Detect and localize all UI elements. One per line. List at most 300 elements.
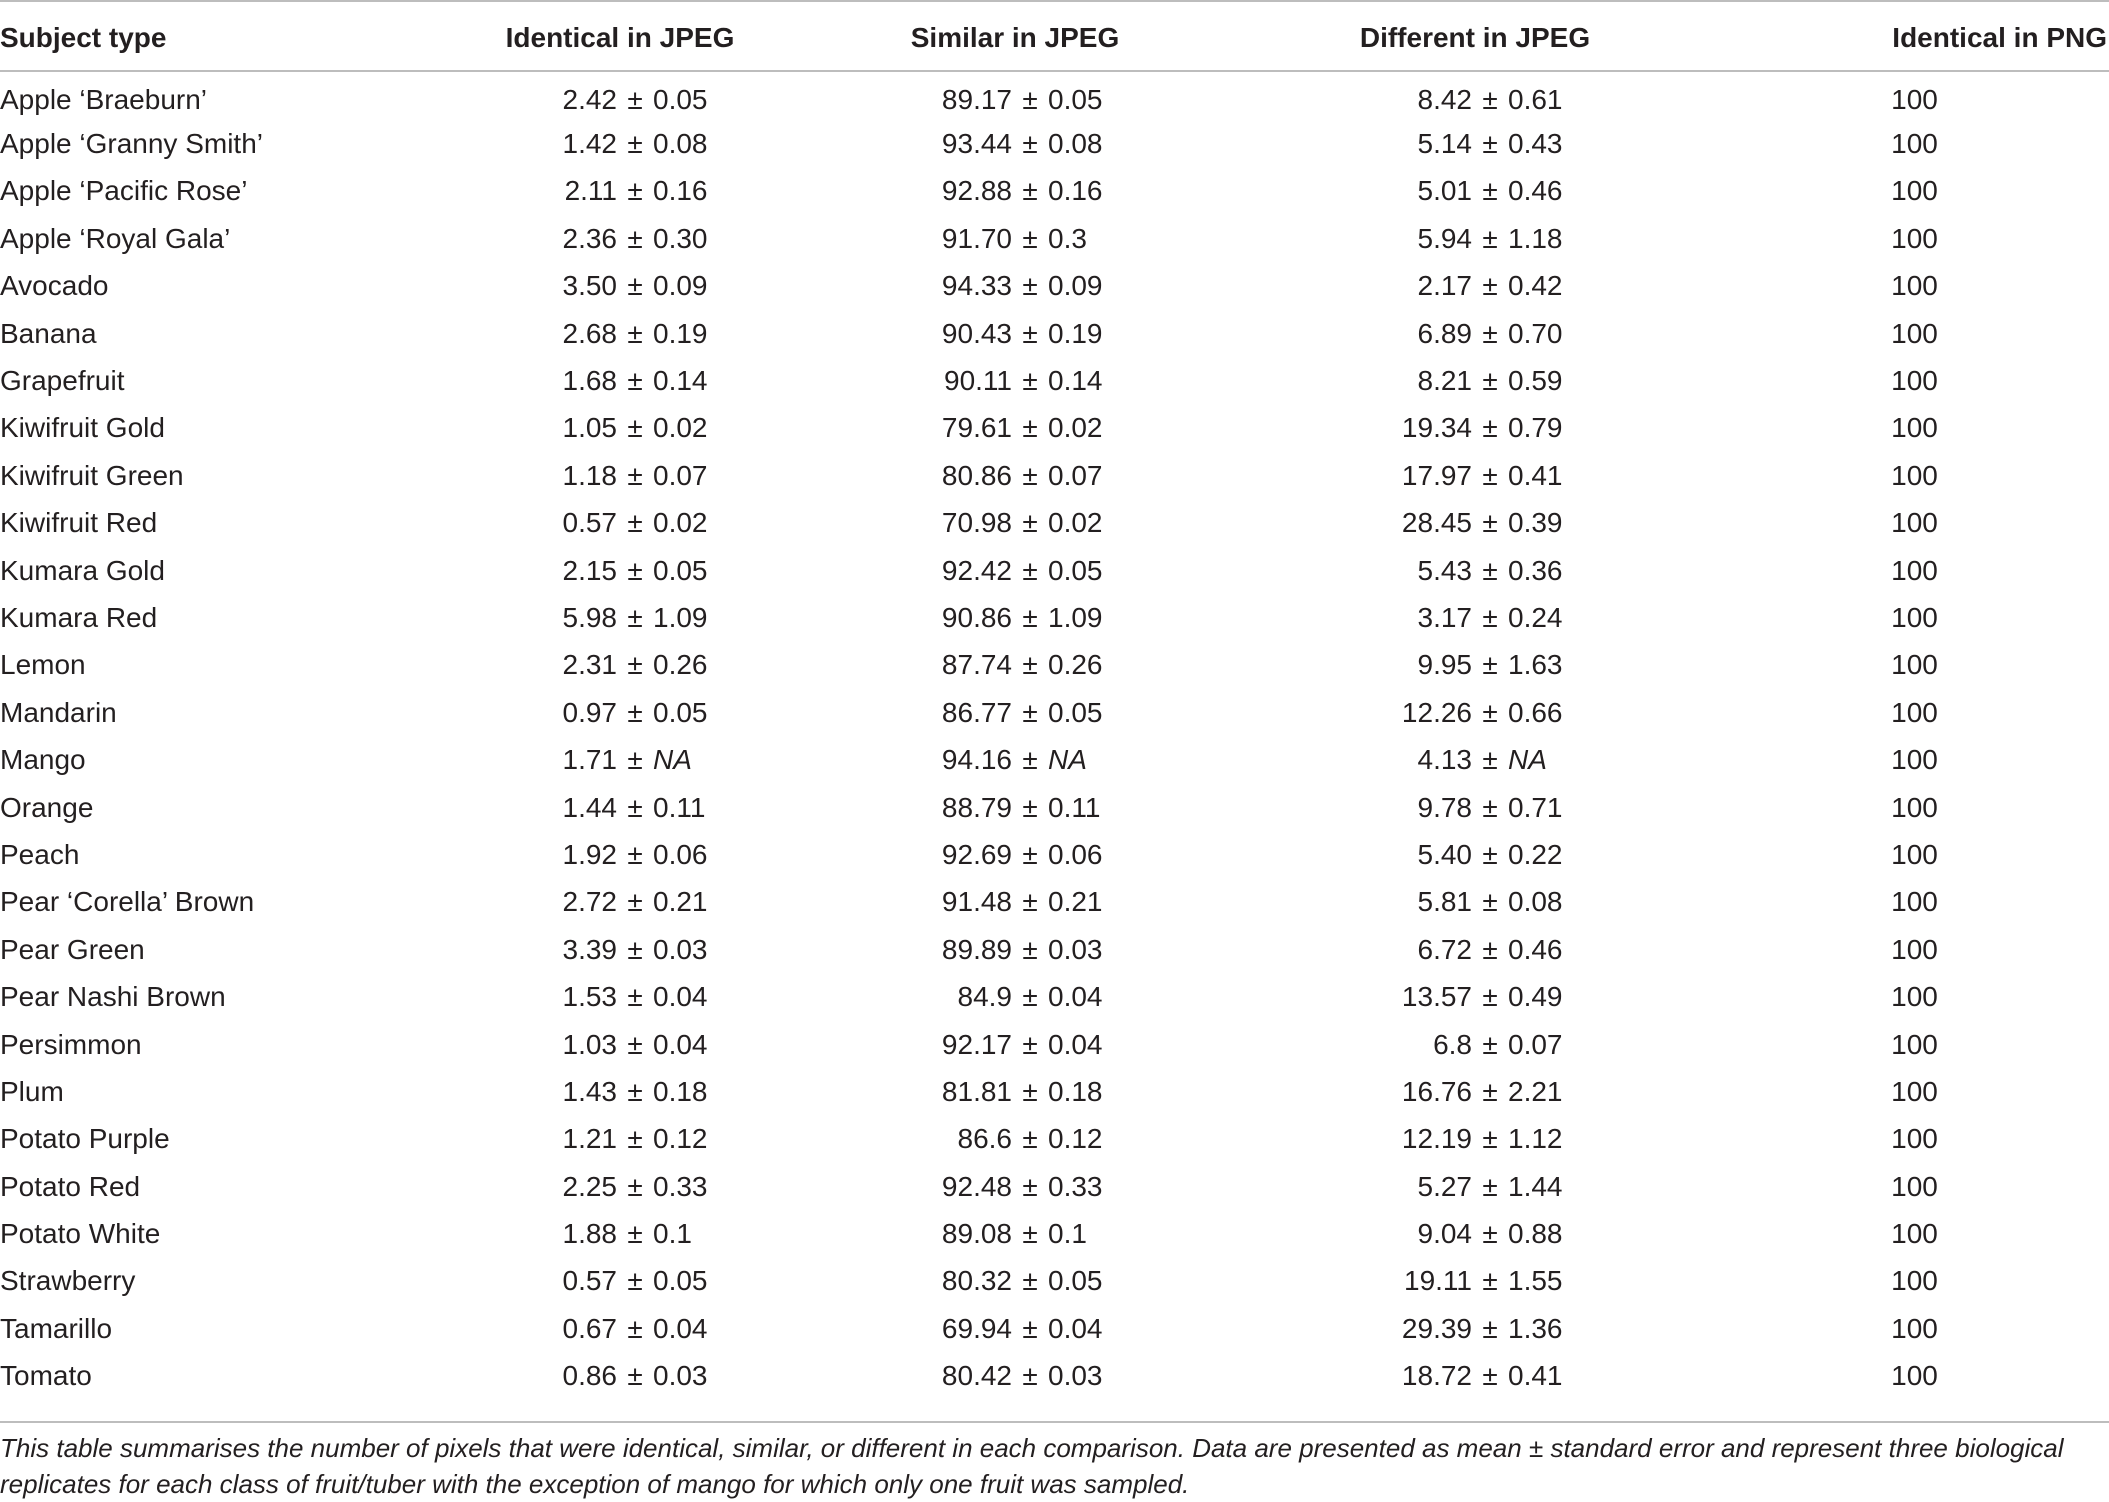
similar-jpeg-cell-value — [902, 1029, 1128, 1061]
subject-type-cell: Pear Nashi Brown — [0, 981, 226, 1013]
plus-minus-symbol: ± — [1022, 554, 1038, 586]
plus-minus-symbol: ± — [1022, 1170, 1038, 1202]
standard-error-value: 0.02 — [1048, 412, 1103, 444]
plus-minus-symbol: ± — [627, 1123, 643, 1155]
mean-value: 13.57 — [1401, 981, 1472, 1013]
standard-error-value: 0.05 — [653, 554, 708, 586]
plus-minus-symbol: ± — [1022, 270, 1038, 302]
plus-minus-symbol: ± — [1022, 365, 1038, 397]
table-row — [0, 926, 2109, 973]
different-jpeg-cell-value — [1362, 1313, 1588, 1345]
subject-type-cell: Pear Green — [0, 933, 145, 965]
mean-value: 6.8 — [1433, 1028, 1472, 1060]
table-header-row — [0, 0, 2109, 73]
subject-type-cell: Lemon — [0, 649, 86, 681]
different-jpeg-cell — [1230, 689, 1720, 736]
different-jpeg-cell — [1230, 879, 1720, 926]
identical-jpeg-cell — [440, 926, 800, 973]
mean-value: 2.36 — [562, 222, 617, 254]
different-jpeg-cell — [1230, 215, 1720, 262]
standard-error-value: 1.55 — [1508, 1265, 1563, 1297]
identical-jpeg-cell — [440, 168, 800, 215]
standard-error-value: 0.3 — [1048, 222, 1087, 254]
mean-value: 2.68 — [562, 317, 617, 349]
mean-value: 3.39 — [562, 933, 617, 965]
plus-minus-symbol: ± — [1482, 507, 1498, 539]
mean-value: 5.81 — [1417, 886, 1472, 918]
plus-minus-symbol: ± — [1022, 507, 1038, 539]
similar-jpeg-cell — [800, 831, 1230, 878]
plus-minus-symbol: ± — [1482, 1265, 1498, 1297]
different-jpeg-cell-value — [1362, 318, 1588, 350]
different-jpeg-cell-value — [1362, 886, 1588, 918]
table-row — [0, 736, 2109, 783]
similar-jpeg-cell-value — [902, 84, 1128, 116]
plus-minus-symbol: ± — [1022, 1312, 1038, 1344]
subject-type-cell: Tomato — [0, 1360, 92, 1392]
header-identical-jpeg: Identical in JPEG — [505, 21, 735, 53]
table-row — [0, 1163, 2109, 1210]
subject-type-cell: Apple ‘Granny Smith’ — [0, 128, 264, 160]
mean-value: 0.57 — [562, 1265, 617, 1297]
similar-jpeg-cell-value — [902, 1171, 1128, 1203]
mean-value: 5.94 — [1417, 222, 1472, 254]
similar-jpeg-cell — [800, 215, 1230, 262]
plus-minus-symbol: ± — [1022, 412, 1038, 444]
mean-value: 0.86 — [562, 1360, 617, 1392]
mean-value: 88.79 — [941, 791, 1012, 823]
identical-png-cell: 100 — [1891, 1312, 1938, 1344]
identical-jpeg-cell — [440, 831, 800, 878]
plus-minus-symbol: ± — [1482, 981, 1498, 1013]
table-row — [0, 120, 2109, 167]
identical-png-cell: 100 — [1891, 459, 1938, 491]
identical-jpeg-cell-value — [507, 649, 733, 681]
different-jpeg-cell-value — [1362, 175, 1588, 207]
similar-jpeg-cell — [800, 73, 1230, 120]
plus-minus-symbol: ± — [1022, 601, 1038, 633]
similar-jpeg-cell — [800, 263, 1230, 310]
similar-jpeg-cell-value — [902, 792, 1128, 824]
mean-value: 9.78 — [1417, 791, 1472, 823]
standard-error-value: 0.12 — [653, 1123, 708, 1155]
identical-png-cell: 100 — [1891, 601, 1938, 633]
mean-value: 9.04 — [1417, 1218, 1472, 1250]
different-jpeg-cell — [1230, 594, 1720, 641]
different-jpeg-cell — [1230, 831, 1720, 878]
plus-minus-symbol: ± — [1482, 744, 1498, 776]
mean-value: 80.32 — [941, 1265, 1012, 1297]
plus-minus-symbol: ± — [627, 838, 643, 870]
table-row — [0, 973, 2109, 1020]
standard-error-value: 0.04 — [1048, 981, 1103, 1013]
identical-jpeg-cell-value — [507, 84, 733, 116]
different-jpeg-cell — [1230, 1353, 1720, 1400]
plus-minus-symbol: ± — [1022, 1028, 1038, 1060]
mean-value: 2.15 — [562, 554, 617, 586]
standard-error-value: 0.43 — [1508, 128, 1563, 160]
plus-minus-symbol: ± — [1482, 270, 1498, 302]
plus-minus-symbol: ± — [1482, 791, 1498, 823]
plus-minus-symbol: ± — [1022, 791, 1038, 823]
table-row — [0, 168, 2109, 215]
standard-error-value: 0.07 — [1508, 1028, 1563, 1060]
standard-error-value: 0.11 — [1048, 791, 1101, 823]
plus-minus-symbol: ± — [1482, 365, 1498, 397]
identical-jpeg-cell-value — [507, 318, 733, 350]
standard-error-value: 0.02 — [1048, 507, 1103, 539]
identical-jpeg-cell — [440, 1258, 800, 1305]
standard-error-value: 0.79 — [1508, 412, 1563, 444]
plus-minus-symbol: ± — [627, 601, 643, 633]
similar-jpeg-cell-value — [902, 649, 1128, 681]
subject-type-cell: Peach — [0, 838, 80, 870]
different-jpeg-cell — [1230, 452, 1720, 499]
different-jpeg-cell-value — [1362, 697, 1588, 729]
similar-jpeg-cell — [800, 642, 1230, 689]
different-jpeg-cell-value — [1362, 128, 1588, 160]
similar-jpeg-cell — [800, 1116, 1230, 1163]
standard-error-value: 0.08 — [653, 128, 708, 160]
standard-error-value: 0.11 — [653, 791, 706, 823]
standard-error-value: 0.61 — [1508, 83, 1563, 115]
identical-jpeg-cell-value — [507, 1265, 733, 1297]
mean-value: 2.72 — [562, 886, 617, 918]
plus-minus-symbol: ± — [1482, 838, 1498, 870]
standard-error-value: 0.41 — [1508, 1360, 1563, 1392]
identical-jpeg-cell — [440, 120, 800, 167]
standard-error-value: 1.63 — [1508, 649, 1563, 681]
standard-error-value: 2.21 — [1508, 1075, 1563, 1107]
identical-jpeg-cell-value — [507, 886, 733, 918]
similar-jpeg-cell — [800, 736, 1230, 783]
subject-type-cell: Pear ‘Corella’ Brown — [0, 886, 255, 918]
similar-jpeg-cell-value — [902, 555, 1128, 587]
identical-jpeg-cell — [440, 1163, 800, 1210]
standard-error-value: 0.33 — [1048, 1170, 1103, 1202]
plus-minus-symbol: ± — [627, 1265, 643, 1297]
identical-jpeg-cell-value — [507, 697, 733, 729]
subject-type-cell: Mandarin — [0, 696, 117, 728]
plus-minus-symbol: ± — [1482, 1218, 1498, 1250]
mean-value: 6.89 — [1417, 317, 1472, 349]
identical-jpeg-cell-value — [507, 1360, 733, 1392]
plus-minus-symbol: ± — [1022, 222, 1038, 254]
standard-error-value: 0.06 — [1048, 838, 1103, 870]
plus-minus-symbol: ± — [627, 981, 643, 1013]
subject-type-cell: Orange — [0, 791, 94, 823]
plus-minus-symbol: ± — [1022, 649, 1038, 681]
similar-jpeg-cell — [800, 784, 1230, 831]
similar-jpeg-cell — [800, 357, 1230, 404]
mean-value: 94.33 — [941, 270, 1012, 302]
identical-jpeg-cell — [440, 405, 800, 452]
standard-error-value: NA — [1048, 744, 1087, 776]
similar-jpeg-cell — [800, 1305, 1230, 1352]
different-jpeg-cell-value — [1362, 1265, 1588, 1297]
standard-error-value: 0.05 — [1048, 554, 1103, 586]
identical-png-cell: 100 — [1891, 981, 1938, 1013]
identical-jpeg-cell-value — [507, 1218, 733, 1250]
subject-type-cell: Banana — [0, 317, 97, 349]
mean-value: 92.69 — [941, 838, 1012, 870]
plus-minus-symbol: ± — [1482, 128, 1498, 160]
mean-value: 84.9 — [957, 981, 1012, 1013]
identical-png-cell: 100 — [1891, 270, 1938, 302]
plus-minus-symbol: ± — [1022, 1123, 1038, 1155]
mean-value: 92.17 — [941, 1028, 1012, 1060]
standard-error-value: 0.36 — [1508, 554, 1563, 586]
similar-jpeg-cell-value — [902, 839, 1128, 871]
identical-png-cell: 100 — [1891, 838, 1938, 870]
table-bottom-rule — [0, 1421, 2109, 1423]
identical-jpeg-cell-value — [507, 1076, 733, 1108]
plus-minus-symbol: ± — [1022, 317, 1038, 349]
identical-jpeg-cell — [440, 1068, 800, 1115]
mean-value: 1.53 — [562, 981, 617, 1013]
plus-minus-symbol: ± — [627, 649, 643, 681]
similar-jpeg-cell-value — [902, 1313, 1128, 1345]
mean-value: 1.88 — [562, 1218, 617, 1250]
standard-error-value: 1.09 — [1048, 601, 1103, 633]
standard-error-value: 0.09 — [653, 270, 708, 302]
plus-minus-symbol: ± — [1482, 459, 1498, 491]
plus-minus-symbol: ± — [1022, 1075, 1038, 1107]
standard-error-value: 1.36 — [1508, 1312, 1563, 1344]
plus-minus-symbol: ± — [1022, 1265, 1038, 1297]
similar-jpeg-cell — [800, 973, 1230, 1020]
identical-jpeg-cell-value — [507, 792, 733, 824]
different-jpeg-cell-value — [1362, 1123, 1588, 1155]
standard-error-value: 0.03 — [1048, 1360, 1103, 1392]
plus-minus-symbol: ± — [1482, 1028, 1498, 1060]
identical-jpeg-cell — [440, 452, 800, 499]
standard-error-value: 0.26 — [1048, 649, 1103, 681]
standard-error-value: 0.12 — [1048, 1123, 1103, 1155]
plus-minus-symbol: ± — [627, 1360, 643, 1392]
similar-jpeg-cell — [800, 500, 1230, 547]
plus-minus-symbol: ± — [627, 459, 643, 491]
subject-type-cell: Apple ‘Braeburn’ — [0, 83, 208, 115]
identical-png-cell: 100 — [1891, 317, 1938, 349]
identical-jpeg-cell-value — [507, 412, 733, 444]
similar-jpeg-cell — [800, 405, 1230, 452]
subject-type-cell: Apple ‘Royal Gala’ — [0, 222, 231, 254]
standard-error-value: 0.46 — [1508, 933, 1563, 965]
similar-jpeg-cell — [800, 926, 1230, 973]
standard-error-value: 0.39 — [1508, 507, 1563, 539]
standard-error-value: 0.18 — [1048, 1075, 1103, 1107]
mean-value: 2.42 — [562, 83, 617, 115]
plus-minus-symbol: ± — [627, 365, 643, 397]
subject-type-cell: Mango — [0, 744, 86, 776]
mean-value: 92.88 — [941, 175, 1012, 207]
plus-minus-symbol: ± — [1022, 459, 1038, 491]
similar-jpeg-cell — [800, 168, 1230, 215]
identical-jpeg-cell-value — [507, 270, 733, 302]
similar-jpeg-cell — [800, 1258, 1230, 1305]
mean-value: 92.42 — [941, 554, 1012, 586]
different-jpeg-cell-value — [1362, 839, 1588, 871]
table-row — [0, 405, 2109, 452]
table-row — [0, 689, 2109, 736]
different-jpeg-cell — [1230, 1305, 1720, 1352]
plus-minus-symbol: ± — [1022, 1360, 1038, 1392]
standard-error-value: 0.1 — [1048, 1218, 1087, 1250]
identical-png-cell: 100 — [1891, 696, 1938, 728]
different-jpeg-cell — [1230, 1068, 1720, 1115]
plus-minus-symbol: ± — [1022, 838, 1038, 870]
standard-error-value: 1.12 — [1508, 1123, 1563, 1155]
mean-value: 1.42 — [562, 128, 617, 160]
plus-minus-symbol: ± — [627, 1312, 643, 1344]
mean-value: 29.39 — [1401, 1312, 1472, 1344]
similar-jpeg-cell — [800, 1210, 1230, 1257]
standard-error-value: 0.30 — [653, 222, 708, 254]
plus-minus-symbol: ± — [1022, 696, 1038, 728]
plus-minus-symbol: ± — [1482, 1075, 1498, 1107]
plus-minus-symbol: ± — [1022, 933, 1038, 965]
plus-minus-symbol: ± — [1482, 175, 1498, 207]
identical-jpeg-cell — [440, 500, 800, 547]
plus-minus-symbol: ± — [627, 317, 643, 349]
table-row — [0, 1353, 2109, 1400]
different-jpeg-cell — [1230, 263, 1720, 310]
different-jpeg-cell-value — [1362, 1076, 1588, 1108]
different-jpeg-cell — [1230, 168, 1720, 215]
header-similar-jpeg: Similar in JPEG — [910, 21, 1120, 53]
identical-jpeg-cell-value — [507, 223, 733, 255]
plus-minus-symbol: ± — [1482, 933, 1498, 965]
standard-error-value: 0.03 — [653, 1360, 708, 1392]
mean-value: 2.11 — [564, 175, 617, 207]
mean-value: 1.05 — [562, 412, 617, 444]
different-jpeg-cell-value — [1362, 649, 1588, 681]
identical-jpeg-cell — [440, 1116, 800, 1163]
similar-jpeg-cell-value — [902, 1123, 1128, 1155]
mean-value: 16.76 — [1401, 1075, 1472, 1107]
identical-jpeg-cell — [440, 594, 800, 641]
identical-jpeg-cell-value — [507, 365, 733, 397]
similar-jpeg-cell — [800, 1021, 1230, 1068]
plus-minus-symbol: ± — [627, 1170, 643, 1202]
different-jpeg-cell-value — [1362, 981, 1588, 1013]
mean-value: 5.40 — [1417, 838, 1472, 870]
identical-jpeg-cell — [440, 263, 800, 310]
similar-jpeg-cell-value — [902, 175, 1128, 207]
similar-jpeg-cell — [800, 1353, 1230, 1400]
table-row — [0, 452, 2109, 499]
identical-jpeg-cell — [440, 1210, 800, 1257]
different-jpeg-cell — [1230, 500, 1720, 547]
plus-minus-symbol: ± — [1482, 1170, 1498, 1202]
standard-error-value: 0.07 — [1048, 459, 1103, 491]
different-jpeg-cell-value — [1362, 412, 1588, 444]
mean-value: 0.97 — [562, 696, 617, 728]
mean-value: 87.74 — [941, 649, 1012, 681]
plus-minus-symbol: ± — [1482, 601, 1498, 633]
mean-value: 2.25 — [562, 1170, 617, 1202]
plus-minus-symbol: ± — [627, 744, 643, 776]
different-jpeg-cell-value — [1362, 84, 1588, 116]
plus-minus-symbol: ± — [627, 791, 643, 823]
similar-jpeg-cell-value — [902, 1076, 1128, 1108]
identical-jpeg-cell — [440, 215, 800, 262]
table-row — [0, 642, 2109, 689]
identical-png-cell: 100 — [1891, 222, 1938, 254]
standard-error-value: 0.03 — [1048, 933, 1103, 965]
plus-minus-symbol: ± — [1022, 744, 1038, 776]
standard-error-value: 0.21 — [653, 886, 708, 918]
identical-png-cell: 100 — [1891, 649, 1938, 681]
standard-error-value: 0.05 — [653, 696, 708, 728]
similar-jpeg-cell — [800, 547, 1230, 594]
mean-value: 79.61 — [941, 412, 1012, 444]
standard-error-value: 0.19 — [1048, 317, 1103, 349]
different-jpeg-cell — [1230, 310, 1720, 357]
standard-error-value: 0.04 — [1048, 1028, 1103, 1060]
identical-jpeg-cell-value — [507, 460, 733, 492]
similar-jpeg-cell-value — [902, 981, 1128, 1013]
different-jpeg-cell — [1230, 1210, 1720, 1257]
plus-minus-symbol: ± — [627, 933, 643, 965]
mean-value: 3.50 — [562, 270, 617, 302]
mean-value: 2.31 — [562, 649, 617, 681]
plus-minus-symbol: ± — [1482, 317, 1498, 349]
plus-minus-symbol: ± — [1022, 981, 1038, 1013]
table-row — [0, 263, 2109, 310]
plus-minus-symbol: ± — [1482, 1123, 1498, 1155]
table-row — [0, 357, 2109, 404]
different-jpeg-cell — [1230, 1116, 1720, 1163]
identical-jpeg-cell-value — [507, 555, 733, 587]
mean-value: 1.71 — [562, 744, 617, 776]
identical-jpeg-cell — [440, 689, 800, 736]
mean-value: 1.21 — [562, 1123, 617, 1155]
standard-error-value: 0.02 — [653, 507, 708, 539]
table-row — [0, 1021, 2109, 1068]
standard-error-value: 0.03 — [653, 933, 708, 965]
plus-minus-symbol: ± — [627, 412, 643, 444]
similar-jpeg-cell — [800, 594, 1230, 641]
mean-value: 8.21 — [1417, 365, 1472, 397]
standard-error-value: 0.19 — [653, 317, 708, 349]
standard-error-value: 1.18 — [1508, 222, 1563, 254]
identical-png-cell: 100 — [1891, 1075, 1938, 1107]
header-subject-type: Subject type — [0, 21, 167, 53]
identical-png-cell: 100 — [1891, 1218, 1938, 1250]
similar-jpeg-cell — [800, 120, 1230, 167]
identical-jpeg-cell — [440, 547, 800, 594]
table-row — [0, 1210, 2109, 1257]
similar-jpeg-cell-value — [902, 318, 1128, 350]
different-jpeg-cell — [1230, 73, 1720, 120]
mean-value: 90.43 — [941, 317, 1012, 349]
standard-error-value: 0.21 — [1048, 886, 1103, 918]
mean-value: 86.6 — [957, 1123, 1012, 1155]
mean-value: 81.81 — [941, 1075, 1012, 1107]
standard-error-value: 0.24 — [1508, 601, 1563, 633]
different-jpeg-cell-value — [1362, 792, 1588, 824]
plus-minus-symbol: ± — [1022, 886, 1038, 918]
identical-jpeg-cell — [440, 310, 800, 357]
standard-error-value: 0.07 — [653, 459, 708, 491]
identical-png-cell: 100 — [1891, 83, 1938, 115]
different-jpeg-cell — [1230, 784, 1720, 831]
similar-jpeg-cell-value — [902, 460, 1128, 492]
different-jpeg-cell — [1230, 973, 1720, 1020]
table-row — [0, 500, 2109, 547]
